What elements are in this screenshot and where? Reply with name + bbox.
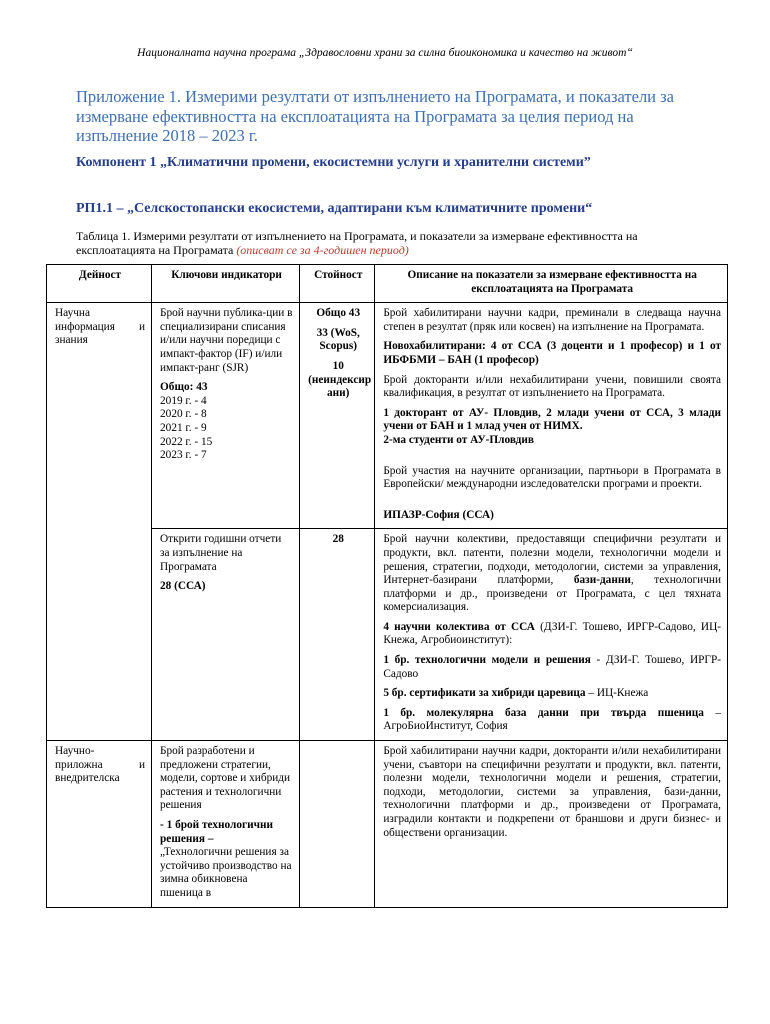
table-header-row bbox=[47, 265, 728, 303]
description-cell bbox=[375, 529, 728, 741]
year-count: 2022 г. - 15 bbox=[160, 435, 213, 448]
activity-line: внедрителска bbox=[55, 772, 120, 785]
activity-cell bbox=[47, 303, 152, 741]
description-text: Брой докторанти и/или нехабилитирани учени, повишили своята квалификация, в резултат от изпълнението на Програмата. bbox=[383, 373, 721, 400]
indicator-cell bbox=[152, 741, 300, 908]
indicator-text: Брой научни публика-ции в специализирани списания и/или научни поредици с импакт-фактор (IF) и/или импакт-ранг (SJR) bbox=[160, 307, 293, 374]
header-indicators: Ключови индикатори bbox=[152, 265, 300, 303]
description-part: Брой научни колективи, предоставящи специфични резултати и продукти, вкл. патенти, полезни модели, технологични модели и решения, стратегии, подходи, методологии, системи за управления, Интернет-базирани платформи, bbox=[383, 533, 721, 587]
description-text bbox=[383, 533, 721, 615]
description-part: – АгроБиоИнститут, София bbox=[383, 706, 721, 733]
description-text: Брой хабилитирани научни кадри, докторанти и/или нехабилитирани учени, съавтори на специфични резултати и продукти, вкл. патенти, полезни модели, технологични модели и решения, стратегии, подходи, методологии, системи за управления, бази-данни, технологични платформи и др., произведени от Програмата, изградили контакти и подкрепени от браншови и други бизнес- и обществени организации. bbox=[383, 745, 721, 839]
activity-line bbox=[55, 321, 145, 335]
description-part: бази-данни bbox=[573, 574, 631, 587]
description-text: ИПАЗР-София (ССА) bbox=[383, 508, 494, 521]
component-title: Компонент 1 „Климатични промени, екосистемни услуги и хранителни системи” bbox=[76, 155, 591, 170]
year-count: 2019 г. - 4 bbox=[160, 394, 207, 407]
results-table bbox=[46, 264, 728, 908]
year-count: 2021 г. - 9 bbox=[160, 421, 207, 434]
header-description: Описание на показатели за измерване ефективността на експлоатацията на Програмата bbox=[375, 265, 728, 303]
description-part: , технологични платформи и др., произведени от Програмата, с цел тяхната комерсиализация. bbox=[383, 574, 721, 614]
indicator-sub: - 1 брой технологични решения – bbox=[160, 819, 273, 845]
value-wos: 33 (WoS, Scopus) bbox=[316, 326, 360, 353]
description-text: Брой хабилитирани научни кадри, преминали в следваща научна степен в резултат (пряк или косвен) на изпълнение на Програмата. bbox=[383, 307, 721, 333]
year-count: 2023 г. - 7 bbox=[160, 449, 207, 462]
header-value: Стойност bbox=[300, 265, 375, 303]
description-part: - ДЗИ-Г. Тошево, ИРГР-Садово bbox=[383, 654, 721, 680]
indicator-quote: „Технологични решения за устойчиво производство на зимна обикновена пшеница в bbox=[160, 846, 292, 899]
table-caption bbox=[76, 229, 706, 257]
annex-title: Приложение 1. Измерими резултати от изпълнението на Програмата, и показатели за измерване ефективността на експлоатацията на Програмата за целия период на изпълнение 2018 – 2023 г. bbox=[76, 87, 674, 145]
description-text bbox=[383, 654, 721, 681]
description-part: – ИЦ-Кнежа bbox=[585, 687, 649, 700]
indicator-value: 28 (ССА) bbox=[160, 580, 206, 593]
table-row bbox=[47, 303, 728, 529]
activity-line: знания bbox=[55, 334, 88, 347]
description-cell bbox=[375, 303, 728, 529]
year-count: 2020 г. - 8 bbox=[160, 408, 207, 421]
description-text bbox=[383, 621, 721, 648]
activity-word: информация bbox=[55, 320, 115, 333]
indicator-cell bbox=[152, 529, 300, 741]
table-caption-note: (описват се за 4-годишен период) bbox=[236, 243, 409, 257]
activity-line bbox=[55, 759, 145, 773]
value-number: 28 bbox=[332, 533, 344, 546]
description-text: Брой участия на научните организации, партньори в Програмата в Европейски/ международни изследователски програми и проекти. bbox=[383, 464, 721, 491]
description-text: Новохабилитирани: 4 от ССА (3 доценти и 1 професор) и 1 от ИБФБМИ – БАН (1 професор) bbox=[383, 340, 721, 366]
indicator-text: Открити годишни отчети за изпълнение на Програмата bbox=[160, 533, 282, 573]
value-total: Общо 43 bbox=[316, 307, 361, 320]
value-cell bbox=[300, 529, 375, 741]
header-activity: Дейност bbox=[47, 265, 152, 303]
activity-word: и bbox=[138, 320, 146, 333]
program-header: Националната научна програма „Здравословни храни за силна биоикономика и качество на живот“ bbox=[137, 47, 633, 59]
description-text: 2-ма студенти от АУ-Пловдив bbox=[383, 433, 535, 446]
activity-cell bbox=[47, 741, 152, 908]
rp-title: РП1.1 – „Селскостопански екосистеми, адаптирани към климатичните промени“ bbox=[76, 201, 593, 216]
activity-word: приложна bbox=[55, 758, 103, 771]
table-row bbox=[47, 741, 728, 908]
description-part: 1 бр. технологични модели и решения bbox=[383, 654, 591, 667]
activity-line: Научно- bbox=[55, 745, 95, 758]
description-text bbox=[383, 687, 721, 701]
value-cell bbox=[300, 303, 375, 529]
value-nonindexed: 10 (неиндексир ани) bbox=[308, 359, 372, 400]
activity-word: и bbox=[138, 758, 146, 771]
description-part: 5 бр. сертификати за хибриди царевица bbox=[383, 687, 586, 700]
indicator-text: Брой разработени и предложени стратегии, модели, сортове и хибриди растения и технологични решения bbox=[160, 745, 291, 812]
indicator-total: Общо: 43 bbox=[160, 381, 208, 394]
indicator-cell bbox=[152, 303, 300, 529]
value-cell bbox=[300, 741, 375, 908]
description-text: 1 докторант от АУ- Пловдив, 2 млади учени от ССА, 3 млади учени от БАН и 1 млад учен от НИМХ. bbox=[383, 406, 721, 433]
description-cell bbox=[375, 741, 728, 908]
table-caption-text: Таблица 1. Измерими резултати от изпълнението на Програмата, и показатели за измерване ефективността на експлоатацията на Програмата bbox=[76, 229, 638, 257]
activity-line: Научна bbox=[55, 307, 90, 320]
description-part: (ДЗИ-Г. Тошево, ИРГР-Садово, ИЦ-Кнежа, Агробиоинститут): bbox=[383, 620, 721, 647]
description-text bbox=[383, 707, 721, 734]
description-part: 1 бр. молекулярна база данни при твърда пшеница bbox=[383, 706, 704, 719]
description-part: 4 научни колектива от ССА bbox=[383, 620, 535, 633]
